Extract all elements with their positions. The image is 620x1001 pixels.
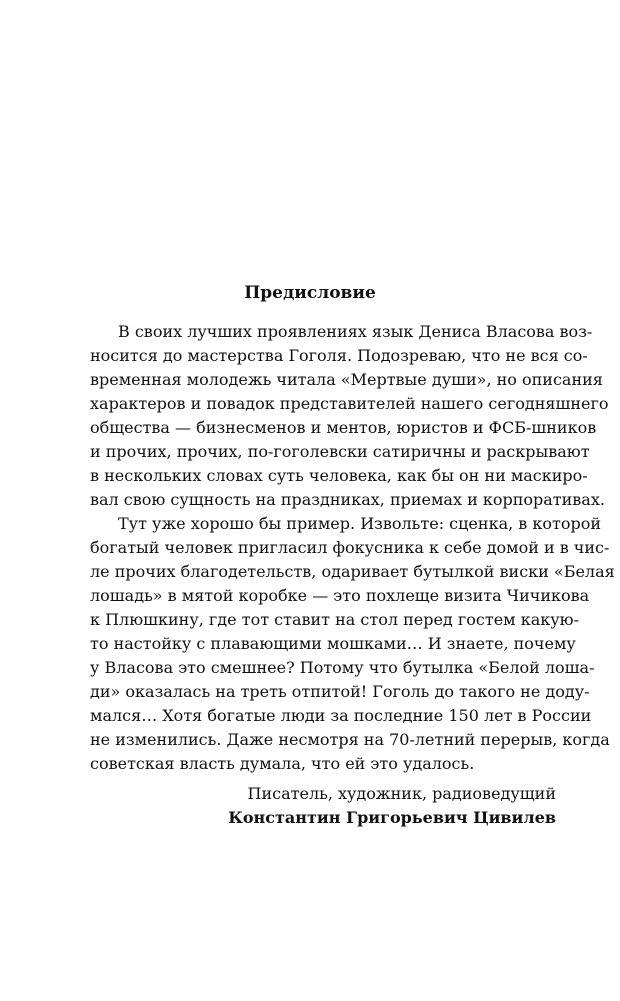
paragraph-line: В своих лучших проявлениях язык Дениса Власова воз- (118, 322, 593, 341)
author-role: Писатель, художник, радиоведущий (247, 784, 556, 803)
paragraph-line: лошадь» в мятой коробке — это похлеще визита Чичикова (90, 586, 590, 605)
paragraph-line: и прочих, прочих, по-гоголевски сатиричны и раскрывают (90, 442, 590, 461)
paragraph-line: к Плюшкину, где тот ставит на стол перед гостем какую- (90, 610, 579, 629)
paragraph-line: временная молодежь читала «Мертвые души», но описания (90, 370, 603, 389)
paragraph-line: у Власова это смешнее? Потому что бутылка «Белой лоша- (90, 658, 595, 677)
paragraph-line: вал свою сущность на праздниках, приемах и корпоративах. (90, 490, 605, 509)
paragraph-line: то настойку с плавающими мошками… И знаете, почему (90, 634, 576, 653)
paragraph-line: характеров и повадок представителей нашего сегодняшнего (90, 394, 609, 413)
paragraph-line: богатый человек пригласил фокусника к себе домой и в чис- (90, 538, 610, 557)
paragraph-line: ле прочих благодетельств, одаривает бутылкой виски «Белая (90, 562, 615, 581)
paragraph-line: носится до мастерства Гоголя. Подозреваю, что не вся со- (90, 346, 588, 365)
author-name: Константин Григорьевич Цивилев (228, 808, 556, 827)
page-title: Предисловие (244, 283, 376, 303)
paragraph-line: мался… Хотя богатые люди за последние 150 лет в России (90, 706, 592, 725)
paragraph-line: в нескольких словах суть человека, как бы он ни маскиро- (90, 466, 588, 485)
paragraph-line: общества — бизнесменов и ментов, юристов и ФСБ-шников (90, 418, 597, 437)
paragraph-line: Тут уже хорошо бы пример. Извольте: сценка, в которой (118, 514, 602, 533)
paragraph-line: советская власть думала, что ей это удалось. (90, 754, 475, 773)
paragraph-line: ди» оказалась на треть отпитой! Гоголь до такого не доду- (90, 682, 590, 701)
paragraph-line: не изменились. Даже несмотря на 70-летний перерыв, когда (90, 730, 610, 749)
